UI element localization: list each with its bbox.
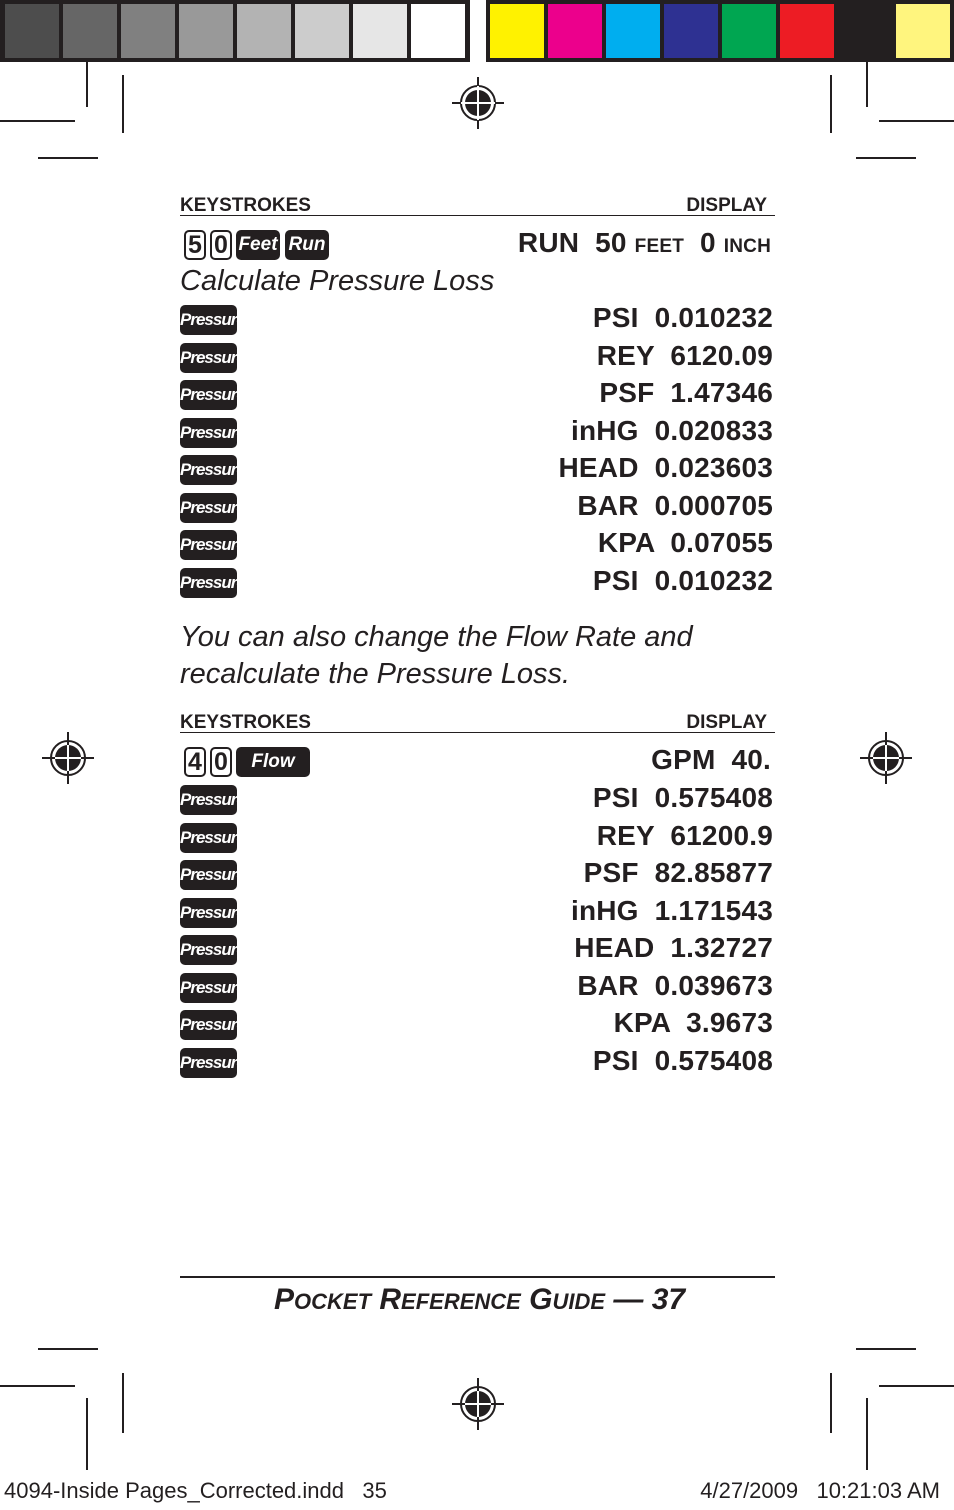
table-row: [180, 377, 775, 413]
key-0: 0: [210, 230, 232, 260]
display-value: HEAD 0.023603: [558, 452, 773, 483]
footer-rule: [180, 1276, 775, 1278]
key-0: 0: [210, 747, 232, 777]
key-5: 5: [184, 230, 206, 260]
table-row: [180, 415, 775, 451]
table-row: [180, 340, 775, 376]
entry-row: [180, 227, 775, 263]
color-swatch: [722, 4, 776, 58]
pressure-key: Pressure: [180, 530, 237, 560]
keystrokes-header: KEYSTROKES: [180, 712, 311, 733]
color-swatch: [838, 4, 892, 58]
run-key: Run: [285, 230, 329, 260]
table-row: [180, 302, 775, 338]
pressure-key: Pressure: [180, 898, 237, 928]
crop-mark: [38, 1348, 98, 1350]
pressure-key: Pressure: [180, 785, 237, 815]
pressure-key: Pressure: [180, 860, 237, 890]
color-swatch: [490, 4, 544, 58]
file-slug: 4094-Inside Pages_Corrected.indd 35: [4, 1478, 387, 1503]
display-value: PSI 0.010232: [592, 302, 773, 333]
crop-mark: [879, 120, 954, 122]
pressure-key: Pressure: [180, 493, 237, 523]
display-value: BAR 0.039673: [577, 969, 773, 1001]
table-header: [180, 712, 775, 733]
pressure-key: Pressure: [180, 935, 237, 965]
crop-mark: [122, 1373, 124, 1433]
display-value: REY 6120.09: [596, 339, 773, 371]
display-value: HEAD 1.32727: [574, 932, 773, 963]
table-row: [180, 565, 775, 601]
pressure-key: Pressure: [180, 568, 237, 598]
table-row: [180, 895, 775, 931]
paragraph-line: You can also change the Flow Rate and: [180, 621, 693, 653]
display-value: PSI 0.575408: [592, 1044, 773, 1076]
pressure-key: Pressure: [180, 343, 237, 373]
display-value: PSI 0.575408: [592, 782, 773, 813]
key-4: 4: [184, 747, 206, 777]
keystrokes-header: KEYSTROKES: [180, 195, 311, 216]
color-swatch: [780, 4, 834, 58]
pressure-key: Pressure: [180, 418, 237, 448]
color-swatch: [237, 4, 291, 58]
color-swatch: [5, 4, 59, 58]
pressure-key: Pressure: [180, 305, 237, 335]
pressure-key: Pressure: [180, 823, 237, 853]
color-swatch: [606, 4, 660, 58]
color-swatch: [179, 4, 233, 58]
crop-mark: [86, 62, 88, 107]
crop-mark: [866, 1398, 868, 1470]
registration-mark-icon: [42, 732, 94, 784]
crop-mark: [830, 1373, 832, 1433]
color-swatch: [664, 4, 718, 58]
color-swatch: [295, 4, 349, 58]
pressure-key: Pressure: [180, 455, 237, 485]
color-swatch: [121, 4, 175, 58]
pressure-key: Pressure: [180, 380, 237, 410]
crop-mark: [879, 1385, 954, 1387]
note-paragraph: [180, 618, 775, 694]
table-header: [180, 195, 775, 216]
table-row: [180, 527, 775, 563]
table-row: [180, 490, 775, 526]
table-row: [180, 932, 775, 968]
flow-key: Flow: [236, 747, 310, 777]
color-swatch: [896, 4, 950, 58]
display-value: GPM 40.: [651, 744, 771, 775]
table-row: [180, 820, 775, 856]
pressure-key: Pressure: [180, 973, 237, 1003]
display-value: PSF 1.47346: [599, 377, 773, 408]
registration-mark-icon: [452, 77, 504, 129]
pressure-key: Pressure: [180, 1010, 237, 1040]
color-calibration-bar: [0, 0, 954, 62]
crop-mark: [830, 75, 832, 133]
keystroke-table-2: [180, 712, 775, 1082]
display-value: KPA 3.9673: [613, 1007, 773, 1038]
display-value: PSF 82.85877: [583, 857, 773, 888]
color-swatch: [411, 4, 465, 58]
crop-mark: [856, 157, 916, 159]
color-swatch: [353, 4, 407, 58]
display-header: DISPLAY: [686, 712, 767, 733]
crop-mark: [0, 120, 75, 122]
display-header: DISPLAY: [686, 195, 767, 216]
display-value: inHG 1.171543: [570, 894, 773, 926]
crop-mark: [0, 1385, 75, 1387]
table-row: [180, 1045, 775, 1081]
display-value: KPA 0.07055: [597, 527, 773, 558]
table-row: [180, 782, 775, 818]
table-row: [180, 857, 775, 893]
display-value: PSI 0.010232: [592, 564, 773, 596]
pressure-key: Pressure: [180, 1048, 237, 1078]
feet-key: Feet: [236, 230, 280, 260]
table-row: [180, 970, 775, 1006]
display-value: inHG 0.020833: [570, 414, 773, 446]
registration-mark-icon: [860, 732, 912, 784]
keystroke-table-1: [180, 195, 775, 595]
display-value: BAR 0.000705: [577, 489, 773, 521]
date-slug: 4/27/2009 10:21:03 AM: [700, 1478, 940, 1503]
crop-mark: [856, 1348, 916, 1350]
crop-mark: [86, 1398, 88, 1470]
crop-mark: [38, 157, 98, 159]
entry-row: [180, 744, 775, 780]
paragraph-line: recalculate the Pressure Loss.: [180, 658, 571, 690]
display-value: RUN 50 FEET 0 INCH: [517, 227, 771, 258]
crop-mark: [122, 75, 124, 133]
table-row: [180, 452, 775, 488]
display-value: REY 61200.9: [596, 819, 773, 851]
registration-mark-icon: [452, 1378, 504, 1430]
color-swatch: [548, 4, 602, 58]
color-swatch: [63, 4, 117, 58]
table-row: [180, 1007, 775, 1043]
instruction-text: Calculate Pressure Loss: [180, 265, 495, 297]
page-footer: POCKET REFERENCE GUIDE — 37: [274, 1283, 686, 1316]
crop-mark: [866, 62, 868, 107]
